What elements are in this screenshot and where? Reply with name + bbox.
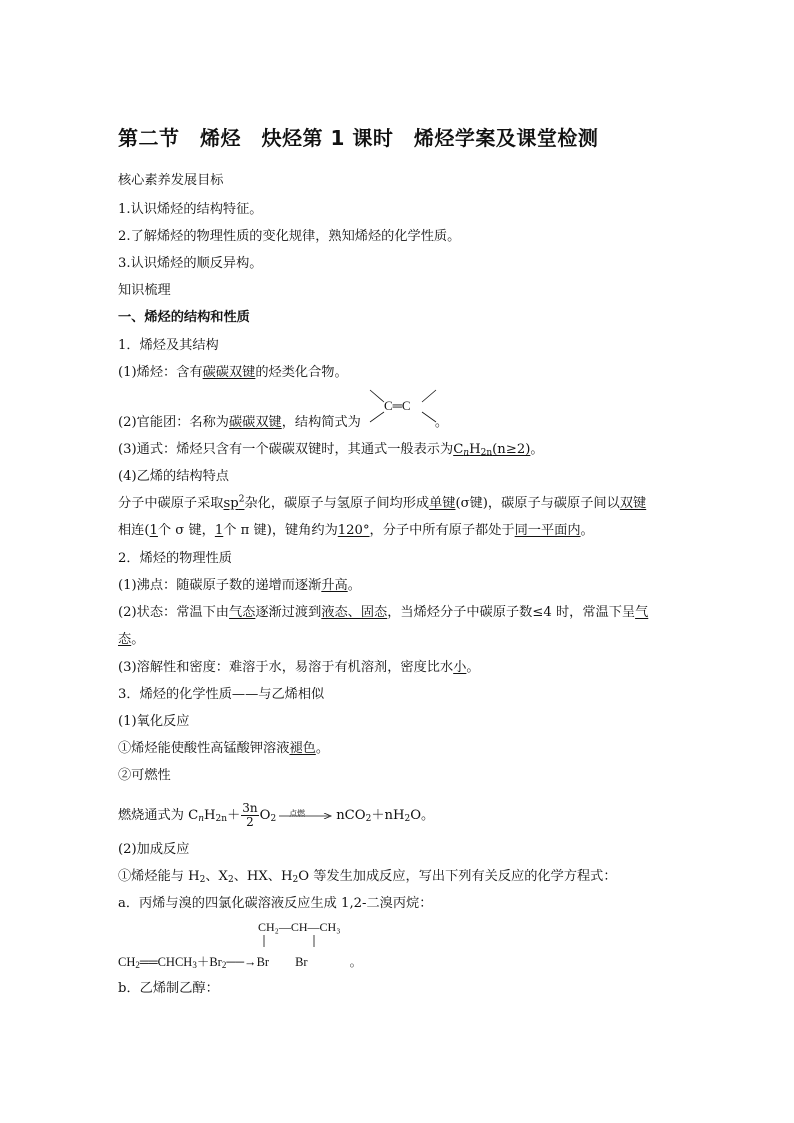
bromine-2: Br: [295, 955, 308, 969]
text: 分子中碳原子采取: [118, 496, 224, 511]
text: 2n: [480, 448, 493, 458]
text: (1)烯烃：含有: [118, 365, 203, 380]
text: 的烃类化合物。: [255, 365, 348, 380]
para-propene: a．丙烯与溴的四氯化碳溶液反应生成 1,2-二溴丙烷：: [118, 896, 433, 911]
subsection-2: 2．烯烃的物理性质: [118, 551, 232, 566]
text: 。: [580, 523, 594, 538]
combustion-equation: [118, 801, 434, 831]
answer-formula: [453, 442, 530, 457]
double-bond-label: C═C: [384, 398, 411, 413]
para-combustibility: ②可燃性: [118, 768, 171, 783]
text: 2: [404, 814, 411, 824]
arrow-icon: [279, 813, 333, 819]
text: (3)通式：烯烃只含有一个碳碳双键时，其通式一般表示为: [118, 442, 454, 457]
answer: [224, 496, 245, 511]
answer: 1: [149, 523, 158, 538]
text: 。: [434, 415, 449, 430]
answer: 1: [214, 523, 224, 538]
answer: 液态、固态: [321, 605, 388, 620]
text: ，结构简式为: [281, 415, 361, 430]
text: (3)溶解性和密度：难溶于水，易溶于有机溶剂，密度比水: [118, 660, 454, 675]
para-bonds: [118, 522, 594, 540]
text: 2n: [215, 814, 228, 824]
numerator: 3n: [242, 801, 258, 815]
para-addition: (2)加成反应: [118, 842, 190, 857]
page-title: 第二节 烯烃 炔烃第 1 课时 烯烃学案及课堂检测: [118, 126, 599, 150]
text: 。: [315, 741, 329, 756]
text: 、HX、H: [233, 869, 293, 884]
text: 。: [466, 660, 480, 675]
text: 2: [292, 875, 299, 885]
text: sp: [223, 496, 239, 511]
text: n: [463, 448, 470, 458]
text: O。: [410, 808, 435, 823]
subsection-1: 1．烯烃及其结构: [118, 338, 219, 353]
text: O 等发生加成反应，写出下列有关反应的化学方程式：: [298, 869, 617, 884]
fraction: [241, 802, 258, 829]
text: 逐渐过渡到: [255, 605, 322, 620]
answer: 褪色: [289, 741, 316, 756]
text: 3: [192, 960, 197, 970]
answer: 双键: [619, 496, 647, 511]
text: H: [204, 808, 216, 823]
text: 相连(: [118, 523, 150, 538]
subsection-3: 3．烯烃的化学性质——与乙烯相似: [118, 687, 325, 702]
text: CH: [118, 955, 136, 969]
para-boiling-point: [118, 577, 361, 595]
bromine-1: Br: [256, 955, 270, 969]
text: 。: [530, 442, 544, 457]
para-state-cont: [118, 631, 144, 649]
condition: 点燃: [289, 808, 306, 818]
text: nH: [384, 808, 405, 823]
text: 2: [199, 875, 206, 885]
text: 个 π 键)，键角约为: [223, 523, 338, 538]
knowledge-heading: 知识梳理: [118, 283, 171, 298]
section-1-heading: 一、烯烃的结构和性质: [118, 310, 250, 325]
para-state: [118, 604, 648, 622]
text: (n≥2): [492, 442, 531, 457]
text: (σ键)，碳原子与碳原子间以: [455, 496, 620, 511]
para-hybridization: [118, 495, 646, 513]
text: 杂化，碳原子与氢原子间均形成: [244, 496, 430, 511]
text: 个 σ 键，: [157, 523, 215, 538]
answer: 气态: [229, 605, 256, 620]
para-general-formula: [118, 441, 544, 459]
text: ＋: [227, 808, 241, 823]
text: O: [259, 808, 271, 823]
goal-3: 3.认识烯烃的顺反异构。: [118, 256, 263, 271]
product-backbone: CH₂—CH—CH₃: [258, 920, 341, 934]
text: ，分子中所有原子都处于: [369, 523, 515, 538]
text: ，当烯烃分子中碳原子数≤4 时，常温下呈: [387, 605, 636, 620]
answer: 120°: [337, 523, 370, 538]
goal-2: 2.了解烯烃的物理性质的变化规律，熟知烯烃的化学性质。: [118, 229, 461, 244]
text: (1)沸点：随碳原子数的递增而逐渐: [118, 578, 322, 593]
product-bonds: [262, 935, 322, 949]
text: ①烯烃能与 H: [118, 869, 200, 884]
reaction-arrow: [279, 809, 333, 823]
answer: 单键: [429, 496, 456, 511]
text: n: [198, 814, 205, 824]
text: 燃烧通式为 C: [118, 808, 199, 823]
para-functional-group: [118, 414, 448, 432]
goal-1: 1.认识烯烃的结构特征。: [118, 202, 263, 217]
text: 。: [131, 632, 145, 647]
para-oxidation: (1)氧化反应: [118, 714, 190, 729]
answer: 态: [118, 632, 132, 647]
reaction-arrow: ──→: [226, 955, 257, 969]
answer: 碳碳双键: [229, 415, 282, 430]
propene-equation: [118, 953, 362, 971]
text: ＋: [371, 808, 385, 823]
answer: 小: [453, 660, 467, 675]
answer: 气: [635, 605, 649, 620]
text: C: [453, 442, 464, 457]
para-ethanol: b．乙烯制乙醇：: [118, 981, 219, 996]
text: (2)官能团：名称为: [118, 415, 229, 430]
para-solubility: [118, 659, 480, 677]
text: 2: [135, 960, 140, 970]
text: 2: [365, 814, 372, 824]
text: 。: [347, 578, 361, 593]
text: H: [469, 442, 481, 457]
answer: 碳碳双键: [202, 365, 256, 380]
denominator: 2: [246, 815, 254, 829]
text: 2: [227, 875, 234, 885]
text: 。: [349, 955, 363, 969]
para-alkene-def: [118, 364, 348, 382]
para-kmno4: [118, 740, 329, 758]
text: 2: [238, 494, 245, 505]
para-ethylene-structure: (4)乙烯的结构特点: [118, 469, 229, 484]
text: ①烯烃能使酸性高锰酸钾溶液: [118, 741, 290, 756]
text: 2: [270, 814, 277, 824]
text: 2: [221, 960, 227, 970]
answer: 升高: [321, 578, 348, 593]
text: nCO: [336, 808, 366, 823]
text: ＋Br: [196, 955, 222, 969]
text: (2)状态：常温下由: [118, 605, 229, 620]
text: ══CHCH: [139, 955, 193, 969]
answer: 同一平面内: [514, 523, 581, 538]
text: 、X: [205, 869, 228, 884]
para-addition-desc: [118, 868, 617, 886]
goals-heading: 核心素养发展目标: [118, 173, 224, 188]
